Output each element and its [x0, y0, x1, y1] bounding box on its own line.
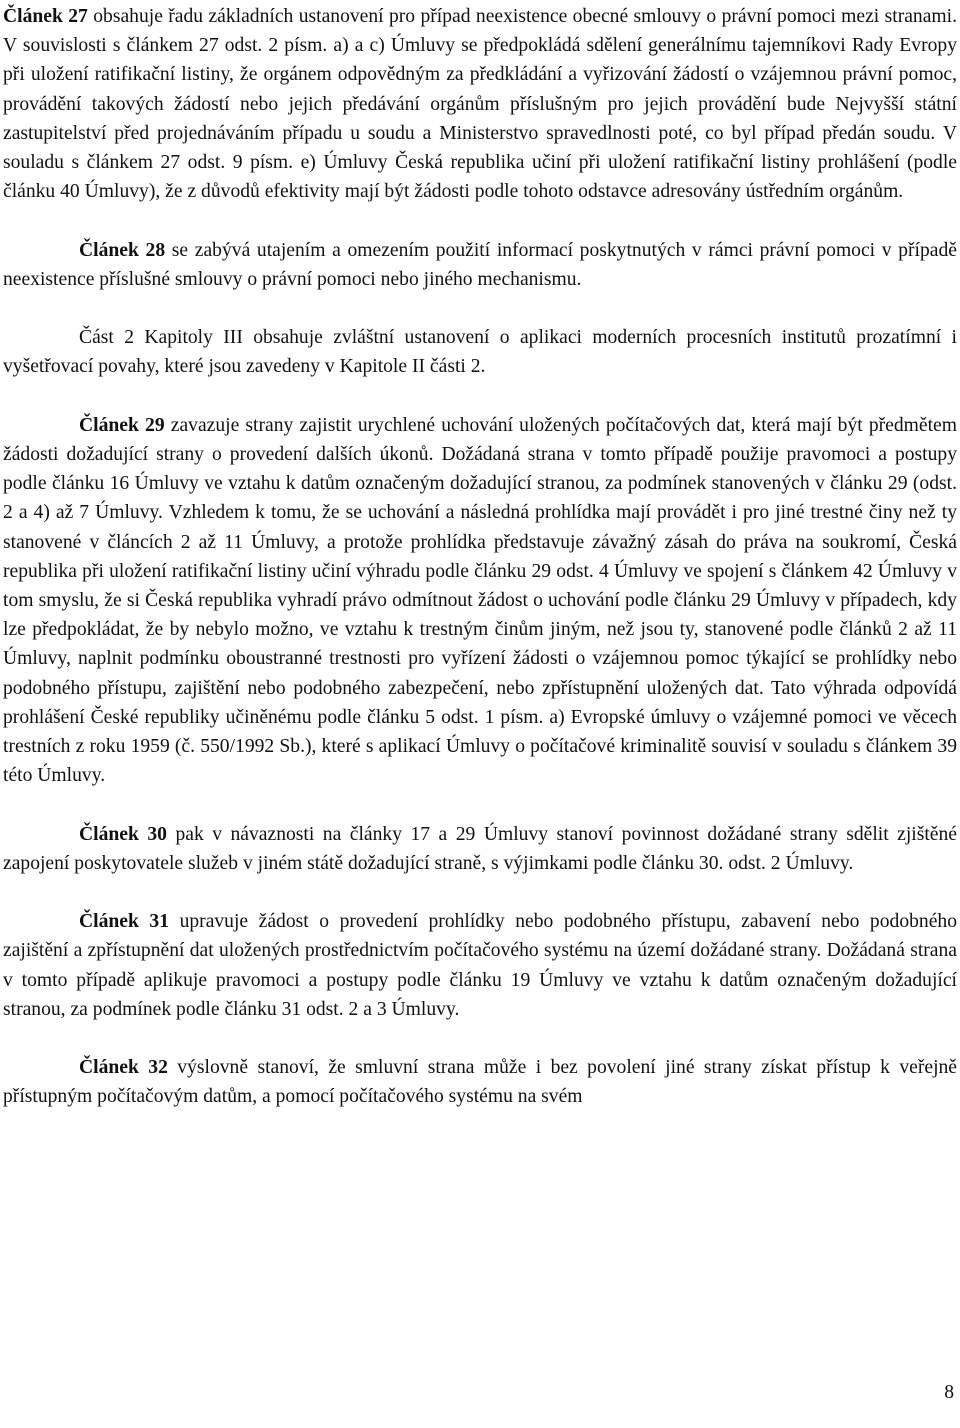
- paragraph-text: upravuje žádost o provedení prohlídky nebo podobného přístupu, zabavení nebo podobného zajištění a zpřístupnění dat uložených prostřednictvím počítačového systému na území dožádané strany. Dožádaná strana v tomto případě aplikuje pravomoci a postupy podle článku 19 Úmluvy ve vztahu k datům označeným dožadující stranou, za podmínek podle článku 31 odst. 2 a 3 Úmluvy.: [3, 911, 958, 1020]
- paragraph-text: Část 2 Kapitoly III obsahuje zvláštní ustanovení o aplikaci moderních procesních institutů prozatímní i vyšetřovací povahy, které jsou zavedeny v Kapitole II části 2.: [3, 327, 957, 378]
- paragraph-text: pak v návaznosti na články 17 a 29 Úmluvy stanoví povinnost dožádané strany sdělit zjištěné zapojení poskytovatele služeb v jiném státě dožadující straně, s výjimkami podle článku 30. odst. 2 Úmluvy.: [3, 823, 958, 874]
- article-heading: Článek 31: [79, 911, 170, 933]
- article-heading: Článek 29: [79, 414, 165, 436]
- paragraph-article-30: [3, 820, 957, 878]
- paragraph-article-32: [3, 1053, 957, 1111]
- paragraph-article-29: [3, 411, 957, 791]
- article-heading: Článek 28: [79, 239, 166, 261]
- paragraph-part-2: [3, 323, 957, 381]
- paragraph-text: se zabývá utajením a omezením použití informací poskytnutých v rámci právní pomoci v případě neexistence příslušné smlouvy o právní pomoci nebo jiného mechanismu.: [3, 239, 957, 290]
- paragraph-text: výslovně stanoví, že smluvní strana může i bez povolení jiné strany získat přístup k veřejně přístupným počítačovým datům, a pomocí počítačového systému na svém: [3, 1057, 958, 1108]
- article-heading: Článek 30: [79, 823, 167, 845]
- paragraph-article-28: [3, 236, 957, 294]
- paragraph-article-31: [3, 907, 957, 1024]
- paragraph-text: obsahuje řadu základních ustanovení pro případ neexistence obecné smlouvy o právní pomoci mezi stranami. V souvislosti s článkem 27 odst. 2 písm. a) a c) Úmluvy se předpokládá sdělení generálnímu tajemníkovi Rady Evropy při uložení ratifikační listiny, že orgánem odpovědným za předkládání a vyřizování žádostí o vzájemnou právní pomoc, provádění takových žádostí nebo jejich předávání orgánům příslušným pro jejich provádění bude Nejvyšší státní zastupitelství před projednáváním případu u soudu a Ministerstvo spravedlnosti poté, co byl případ předán soudu. V souladu s článkem 27 odst. 9 písm. e) Úmluvy Česká republika učiní při uložení ratifikační listiny prohlášení (podle článku 40 Úmluvy), že z důvodů efektivity mají být žádosti podle tohoto odstavce adresovány ústředním orgánům.: [3, 6, 957, 203]
- paragraph-article-27: [3, 2, 957, 206]
- page-number: 8: [944, 1382, 954, 1403]
- article-heading: Článek 27: [3, 6, 88, 27]
- article-heading: Článek 32: [79, 1057, 168, 1079]
- document-page: [3, 2, 957, 1112]
- paragraph-text: zavazuje strany zajistit urychlené uchování uložených počítačových dat, která mají být předmětem žádosti dožadující strany o provedení dalších úkonů. Dožádaná strana v tomto případě použije pravomoci a postupy podle článku 16 Úmluvy ve vztahu k datům označeným dožadující stranou, za podmínek stanovených v článku 29 (odst. 2 a 4) až 7 Úmluvy. Vzhledem k tomu, že se uchování a následná prohlídka mají provádět i pro jiné trestné činy než ty stanovené v článcích 2 až 11 Úmluvy, a protože prohlídka představuje závažný zásah do práva na soukromí, Česká republika při uložení ratifikační listiny učiní výhradu podle článku 29 odst. 4 Úmluvy ve spojení s článkem 42 Úmluvy v tom smyslu, že si Česká republika vyhradí právo odmítnout žádost o uchování podle článku 29 Úmluvy v případech, kdy lze předpokládat, že by nebylo možno, ve vztahu k trestným činům jiným, než jsou ty, stanovené podle článků 2 až 11 Úmluvy, naplnit podmínku oboustranné trestnosti pro vyřízení žádosti o vzájemnou pomoc týkající se prohlídky nebo podobného přístupu, zajištění nebo podobného zabezpečení, nebo zpřístupnění uložených dat. Tato výhrada odpovídá prohlášení České republiky učiněnému podle článku 5 odst. 1 písm. a) Evropské úmluvy o vzájemné pomoci ve věcech trestních z roku 1959 (č. 550/1992 Sb.), které s aplikací Úmluvy o počítačové kriminalitě souvisí v souladu s článkem 39 této Úmluvy.: [3, 414, 957, 787]
